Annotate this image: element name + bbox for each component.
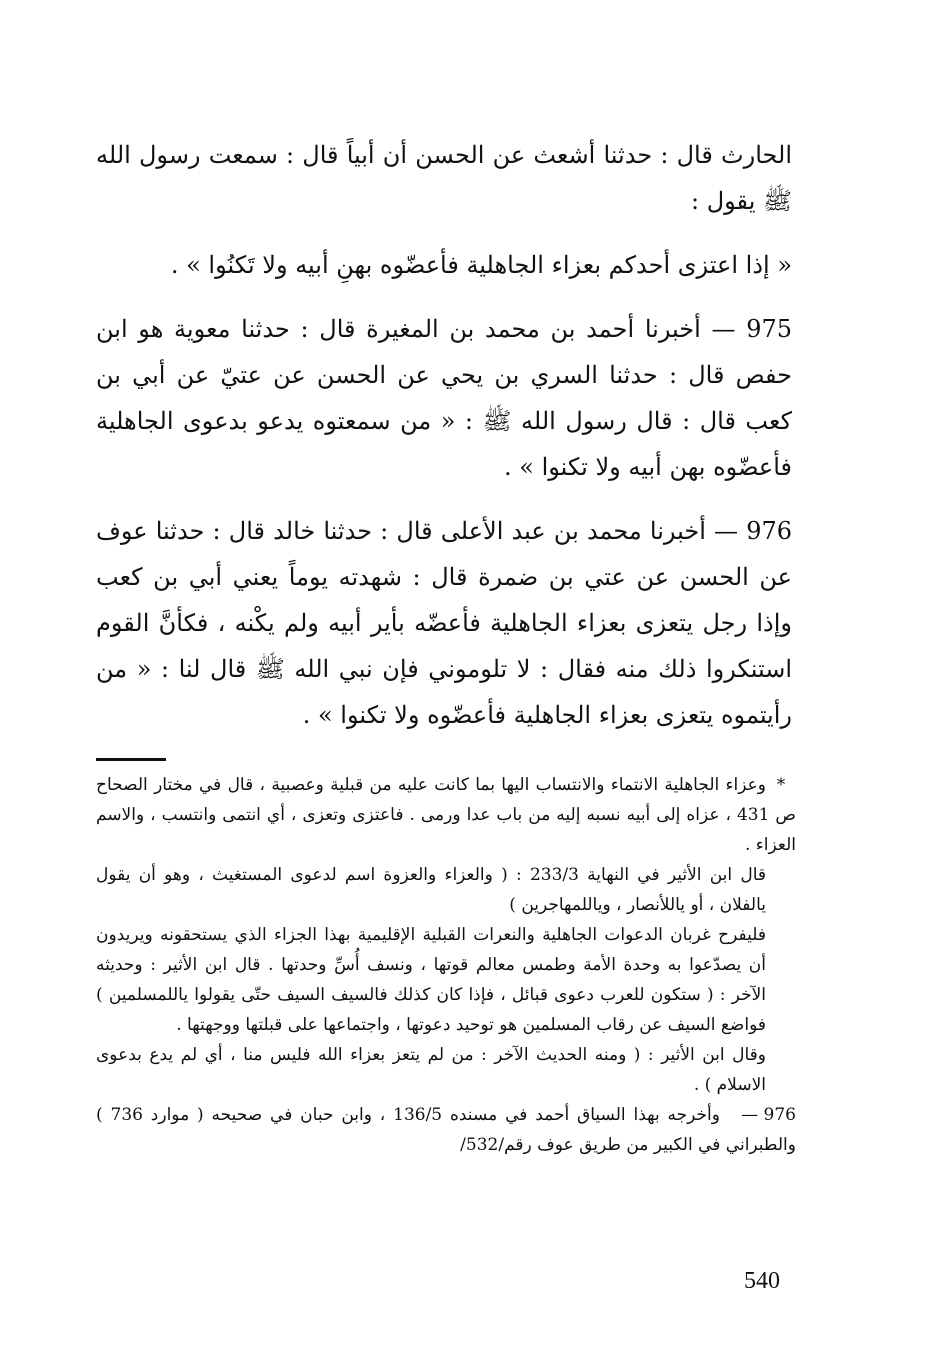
footnote-1-text: وعزاء الجاهلية الانتماء والانتساب اليها بما كانت عليه من قبلية وعصبية ، قال في مختار الصحاح ص 431 ، عزاه إلى أبيه نسبه إليه من باب عدا ورمى . فاعتزى وتعزى ، أي انتمى وانتسب ، والاسم العزاء . xyxy=(96,775,796,855)
footnote-1 xyxy=(96,770,796,860)
page-number: 540 xyxy=(744,1268,780,1294)
hadith-975: 975 — أخبرنا أحمد بن محمد بن المغيرة قال : حدثنا معوية هو ابن حفص قال : حدثنا السري بن يحي عن الحسن عن عتيّ عن أبي بن كعب قال : قال رسول الله ﷺ : « من سمعتوه يدعو بدعوى الجاهلية فأعضّوه بهن أبيه ولا تكنوا » . xyxy=(96,315,792,481)
footnote-976 xyxy=(96,1100,796,1160)
footnote-976-text: وأخرجه بهذا السياق أحمد في مسنده 136/5 ، وابن حبان في صحيحه ( موارد 736 ) والطبراني في الكبير من طريق عوف رقم/532/ xyxy=(96,1105,796,1155)
footnote-star-marker: * xyxy=(776,775,786,795)
footnote-976-number: 976 — xyxy=(741,1105,796,1125)
footnote-divider xyxy=(96,758,166,761)
footnote-4: وقال ابن الأثير : ( ومنه الحديث الآخر : من لم يتعز بعزاء الله فليس منا ، أي لم يدع بدعوى الاسلام ) . xyxy=(96,1045,766,1095)
hadith-976: 976 — أخبرنا محمد بن عبد الأعلى قال : حدثنا خالد قال : حدثنا عوف عن الحسن عن عتي بن ضمرة قال : شهدته يوماً يعني أبي بن كعب وإذا رجل يتعزى بعزاء الجاهلية فأعضّه بأير أبيه ولم يكْنه ، فكأنَّ القوم استنكروا ذلك منه فقال : لا تلوموني فإن نبي الله ﷺ قال لنا : « من رأيتموه يتعزى بعزاء الجاهلية فأعضّوه ولا تكنوا » . xyxy=(96,517,792,729)
footnote-2: قال ابن الأثير في النهاية 233/3 : ( والعزاء والعزوة اسم لدعوى المستغيث ، وهو أن يقول يالفلان ، أو ياللأنصار ، وياللمهاجرين ) xyxy=(96,865,767,915)
footnotes xyxy=(96,770,796,1160)
hadith-quote: « إذا اعتزى أحدكم بعزاء الجاهلية فأعضّوه بهنِ أبيه ولا تَكنُوا » . xyxy=(170,251,792,279)
main-text xyxy=(96,132,792,756)
paragraph-continued: الحارث قال : حدثنا أشعث عن الحسن أن أبياً قال : سمعت رسول الله ﷺ يقول : xyxy=(96,141,792,215)
footnote-3: فليفرح غربان الدعوات الجاهلية والنعرات القبلية الإقليمية بهذا الجزاء الذي يستحقونه ويريدون أن يصدّعوا به وحدة الأمة وطمس معالم قوتها ، ونسف أُسِّ وحدتها . قال ابن الأثير : وحديثه الآخر : ( ستكون للعرب دعوى قبائل ، فإذا كان كذلك فالسيف السيف حتّى يقولوا ياللمسلمين ) فواضع السيف عن رقاب المسلمين هو توحيد دعوتها ، واجتماعها على قبلتها ووجهتها . xyxy=(96,925,766,1035)
